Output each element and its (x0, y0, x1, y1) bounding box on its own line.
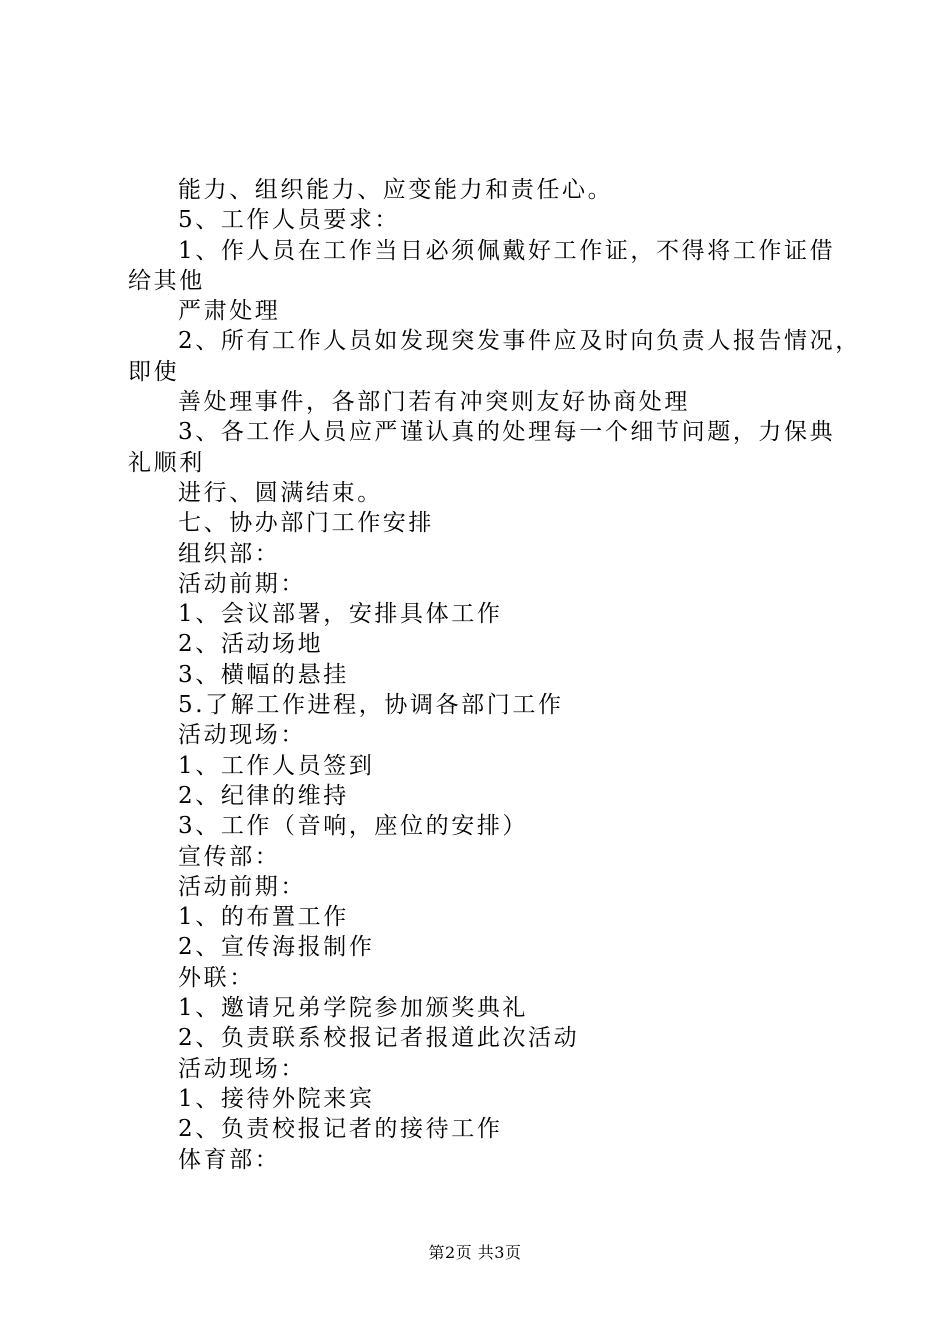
text-line: 能力、组织能力、应变能力和责任心。 (178, 177, 614, 203)
text-line: 2、活动场地 (178, 631, 324, 658)
text-line: 2、所有工作人员如发现突发事件应及时向负责人报告情况， (178, 328, 861, 355)
text-line: 体育部： (178, 1146, 281, 1173)
page-number-footer: 第2页 共3页 (428, 1243, 522, 1262)
text-line: 活动现场： (178, 1055, 306, 1082)
text-line: 2、负责联系校报记者报道此次活动 (178, 1025, 580, 1052)
text-line: 2、纪律的维持 (178, 782, 349, 809)
text-line: 严肃处理 (178, 298, 281, 325)
text-line: 1、作人员在工作当日必须佩戴好工作证，不得将工作证借 (178, 237, 836, 264)
text-line: 七、协办部门工作安排 (178, 510, 434, 537)
text-line: 5.了解工作进程，协调各部门工作 (178, 692, 564, 719)
text-line: 善处理事件，各部门若有冲突则友好协商处理 (178, 389, 690, 416)
text-line: 1、工作人员签到 (178, 752, 375, 779)
text-line: 进行、圆满结束。 (178, 479, 383, 506)
text-line: 1、的布置工作 (178, 904, 349, 931)
text-line: 即使 (128, 358, 180, 385)
text-line: 给其他 (128, 267, 205, 294)
text-line: 活动前期： (178, 873, 306, 900)
document-body (128, 175, 861, 1175)
text-line: 1、会议部署，安排具体工作 (178, 601, 503, 628)
text-line: 3、各工作人员应严谨认真的处理每一个细节问题，力保典 (178, 419, 836, 446)
text-line: 3、横幅的悬挂 (178, 661, 349, 688)
text-line: 组织部： (178, 540, 281, 567)
text-line: 礼顺利 (128, 449, 205, 476)
text-line: 宣传部： (178, 843, 281, 870)
text-line: 2、负责校报记者的接待工作 (178, 1116, 503, 1143)
text-line: 外联： (178, 964, 255, 991)
text-line: 2、宣传海报制作 (178, 934, 375, 961)
text-line: 5、工作人员要求： (178, 207, 401, 234)
text-line: 3、工作（音响，座位的安排） (178, 813, 529, 840)
text-line: 活动前期： (178, 570, 306, 597)
text-line: 活动现场： (178, 722, 306, 749)
text-line: 1、接待外院来宾 (178, 1085, 375, 1112)
text-line: 1、邀请兄弟学院参加颁奖典礼 (178, 995, 529, 1022)
